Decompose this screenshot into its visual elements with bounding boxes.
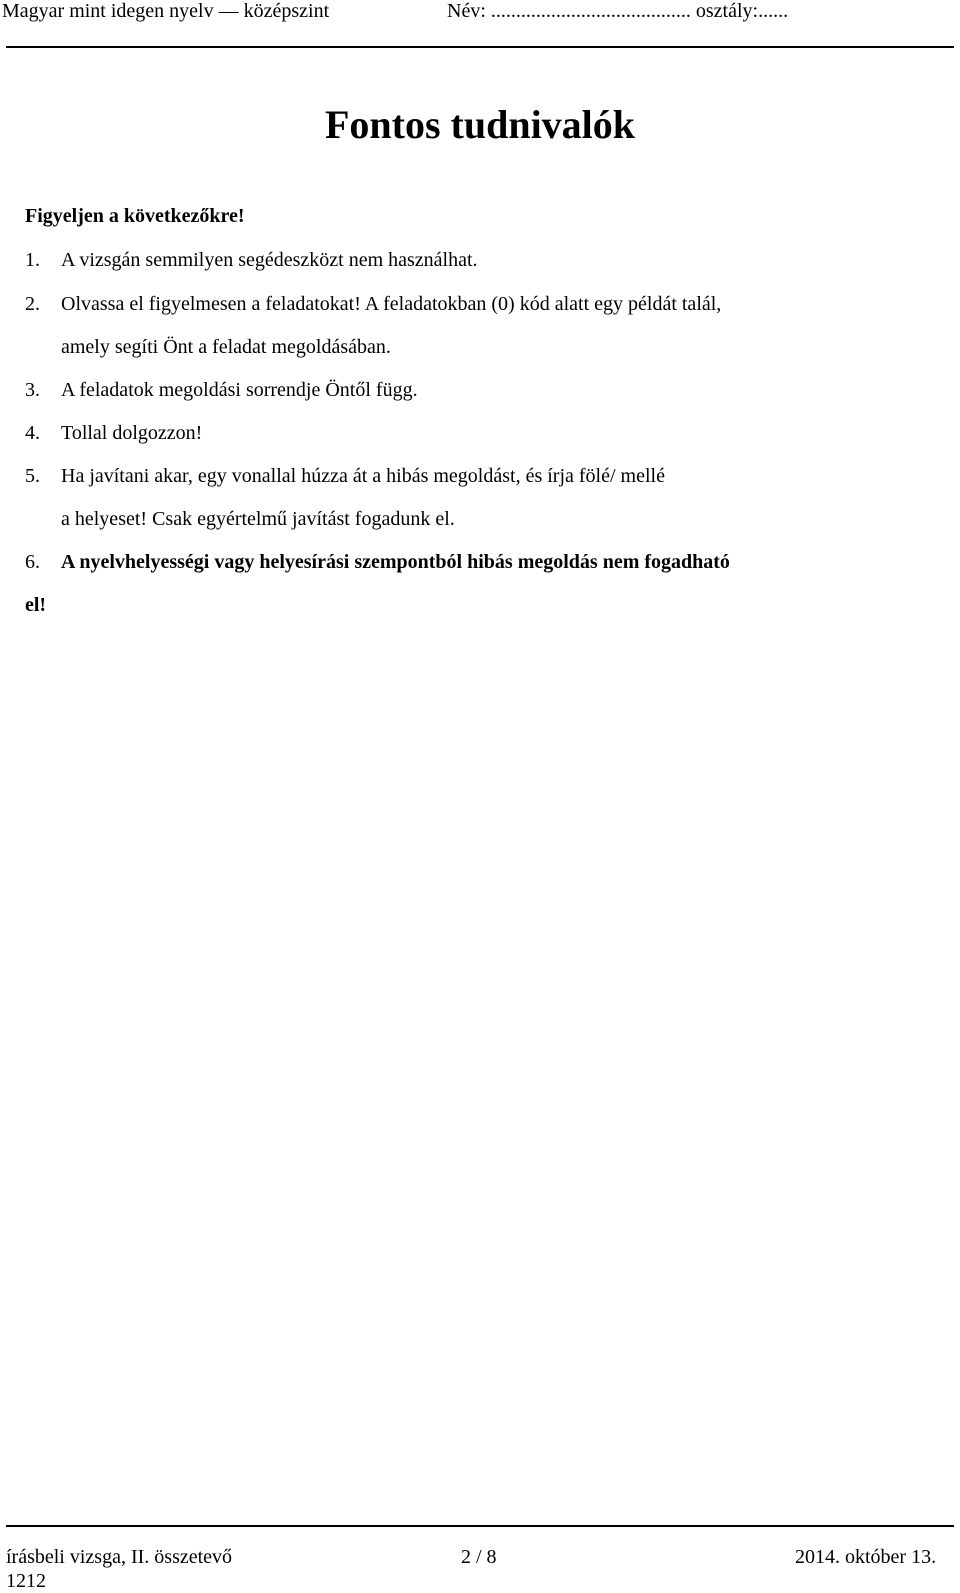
footer-exam-part: írásbeli vizsga, II. összetevő: [6, 1546, 233, 1568]
list-item-text: el!: [25, 594, 47, 616]
header-name-field: Név: ........................................ osztály:......: [447, 0, 789, 22]
list-item-number: 5.: [25, 465, 40, 487]
list-item-text: Ha javítani akar, egy vonallal húzza át a hibás megoldást, és írja fölé/ mellé: [61, 465, 665, 487]
list-item-text: amely segíti Önt a feladat megoldásában.: [61, 336, 391, 358]
footer-code: 1212: [6, 1570, 46, 1592]
footer-page-number: 2 / 8: [461, 1546, 497, 1568]
list-item-number: 3.: [25, 379, 40, 401]
list-item-text: A feladatok megoldási sorrendje Öntől függ.: [61, 379, 418, 401]
header-divider: [6, 46, 954, 48]
instructions-intro: Figyeljen a következőkre!: [25, 205, 245, 227]
list-item-text: Tollal dolgozzon!: [61, 422, 203, 444]
page-title: Fontos tudnivalók: [324, 102, 636, 147]
list-item-number: 1.: [25, 249, 40, 271]
footer-divider: [6, 1525, 954, 1527]
page-header: [0, 0, 960, 24]
list-item-number: 6.: [25, 551, 40, 573]
header-subject: Magyar mint idegen nyelv — középszint: [2, 0, 330, 22]
list-item-number: 4.: [25, 422, 40, 444]
list-item-number: 2.: [25, 293, 40, 315]
footer-date: 2014. október 13.: [795, 1546, 937, 1568]
list-item-text: Olvassa el figyelmesen a feladatokat! A feladatokban (0) kód alatt egy példát talál,: [61, 293, 722, 315]
list-item-text: a helyeset! Csak egyértelmű javítást fogadunk el.: [61, 508, 455, 530]
list-item-text: A vizsgán semmilyen segédeszközt nem használhat.: [61, 249, 478, 271]
list-item-text: A nyelvhelyességi vagy helyesírási szempontból hibás megoldás nem fogadható: [61, 551, 730, 573]
